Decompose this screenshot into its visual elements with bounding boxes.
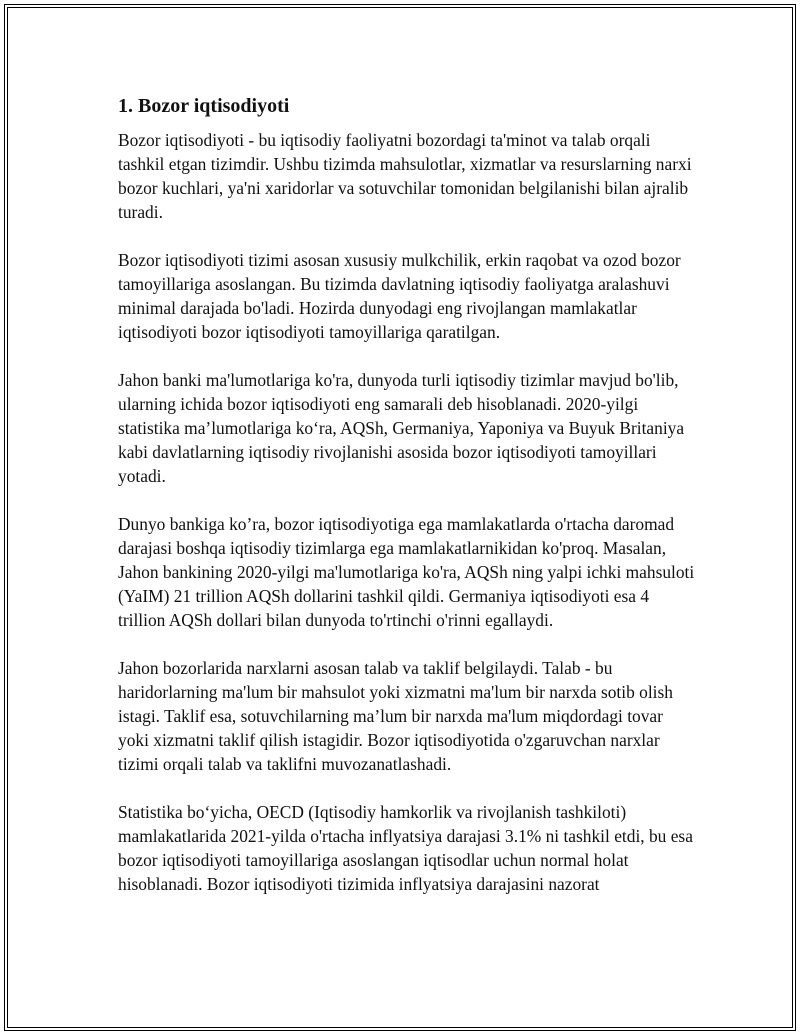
paragraph: Statistika boʻyicha, OECD (Iqtisodiy hamkorlik va rivojlanish tashkiloti) mamlakatlarida 2021-yilda o'rtacha inflyatsiya darajasi 3.1% ni tashkil etdi, bu esa bozor iqtisodiyoti tamoyillariga asoslangan iqtisodlar uchun normal holat hisoblanadi. Bozor iqtisodiyoti tizimida inflyatsiya darajasini nazorat [118, 802, 693, 894]
paragraph: Bozor iqtisodiyoti tizimi asosan xususiy mulkchilik, erkin raqobat va ozod bozor tamoyillariga asoslangan. Bu tizimda davlatning iqtisodiy faoliyatga aralashuvi minimal darajada bo'ladi. Hozirda dunyodagi eng rivojlangan mamlakatlar iqtisodiyoti bozor iqtisodiyoti tamoyillariga qaratilgan. [118, 250, 681, 342]
paragraph: Jahon bozorlarida narxlarni asosan talab va taklif belgilaydi. Talab - bu haridorlarning ma'lum bir mahsulot yoki xizmatni ma'lum bir narxda sotib olish istagi. Taklif esa, sotuvchilarning ma’lum bir narxda ma'lum miqdordagi tovar yoki xizmatni taklif qilish istagidir. Bozor iqtisodiyotida o'zgaruvchan narxlar tizimi orqali talab va taklifni muvozanatlashadi. [118, 658, 673, 774]
section-heading: 1. Bozor iqtisodiyoti [118, 95, 290, 117]
paragraph: Bozor iqtisodiyoti - bu iqtisodiy faoliyatni bozordagi ta'minot va talab orqali tashkil etgan tizimdir. Ushbu tizimda mahsulotlar, xizmatlar va resurslarning narxi bozor kuchlari, ya'ni xaridorlar va sotuvchilar tomonidan belgilanishi bilan ajralib turadi. [118, 130, 692, 222]
document-body [118, 92, 698, 920]
paragraph: Jahon banki ma'lumotlariga ko'ra, dunyoda turli iqtisodiy tizimlar mavjud bo'lib, ularning ichida bozor iqtisodiyoti eng samarali deb hisoblanadi. 2020-yilgi statistika ma’lumotlariga koʻra, AQSh, Germaniya, Yaponiya va Buyuk Britaniya kabi davlatlarning iqtisodiy rivojlanishi asosida bozor iqtisodiyoti tamoyillari yotadi. [118, 370, 685, 486]
paragraph: Dunyo bankiga ko’ra, bozor iqtisodiyotiga ega mamlakatlarda o'rtacha daromad darajasi boshqa iqtisodiy tizimlarga ega mamlakatlarnikidan ko'proq. Masalan, Jahon bankining 2020-yilgi ma'lumotlariga ko'ra, AQSh ning yalpi ichki mahsuloti (YaIM) 21 trillion AQSh dollarini tashkil qildi. Germaniya iqtisodiyoti esa 4 trillion AQSh dollari bilan dunyoda to'rtinchi o'rinni egallaydi. [118, 514, 695, 630]
